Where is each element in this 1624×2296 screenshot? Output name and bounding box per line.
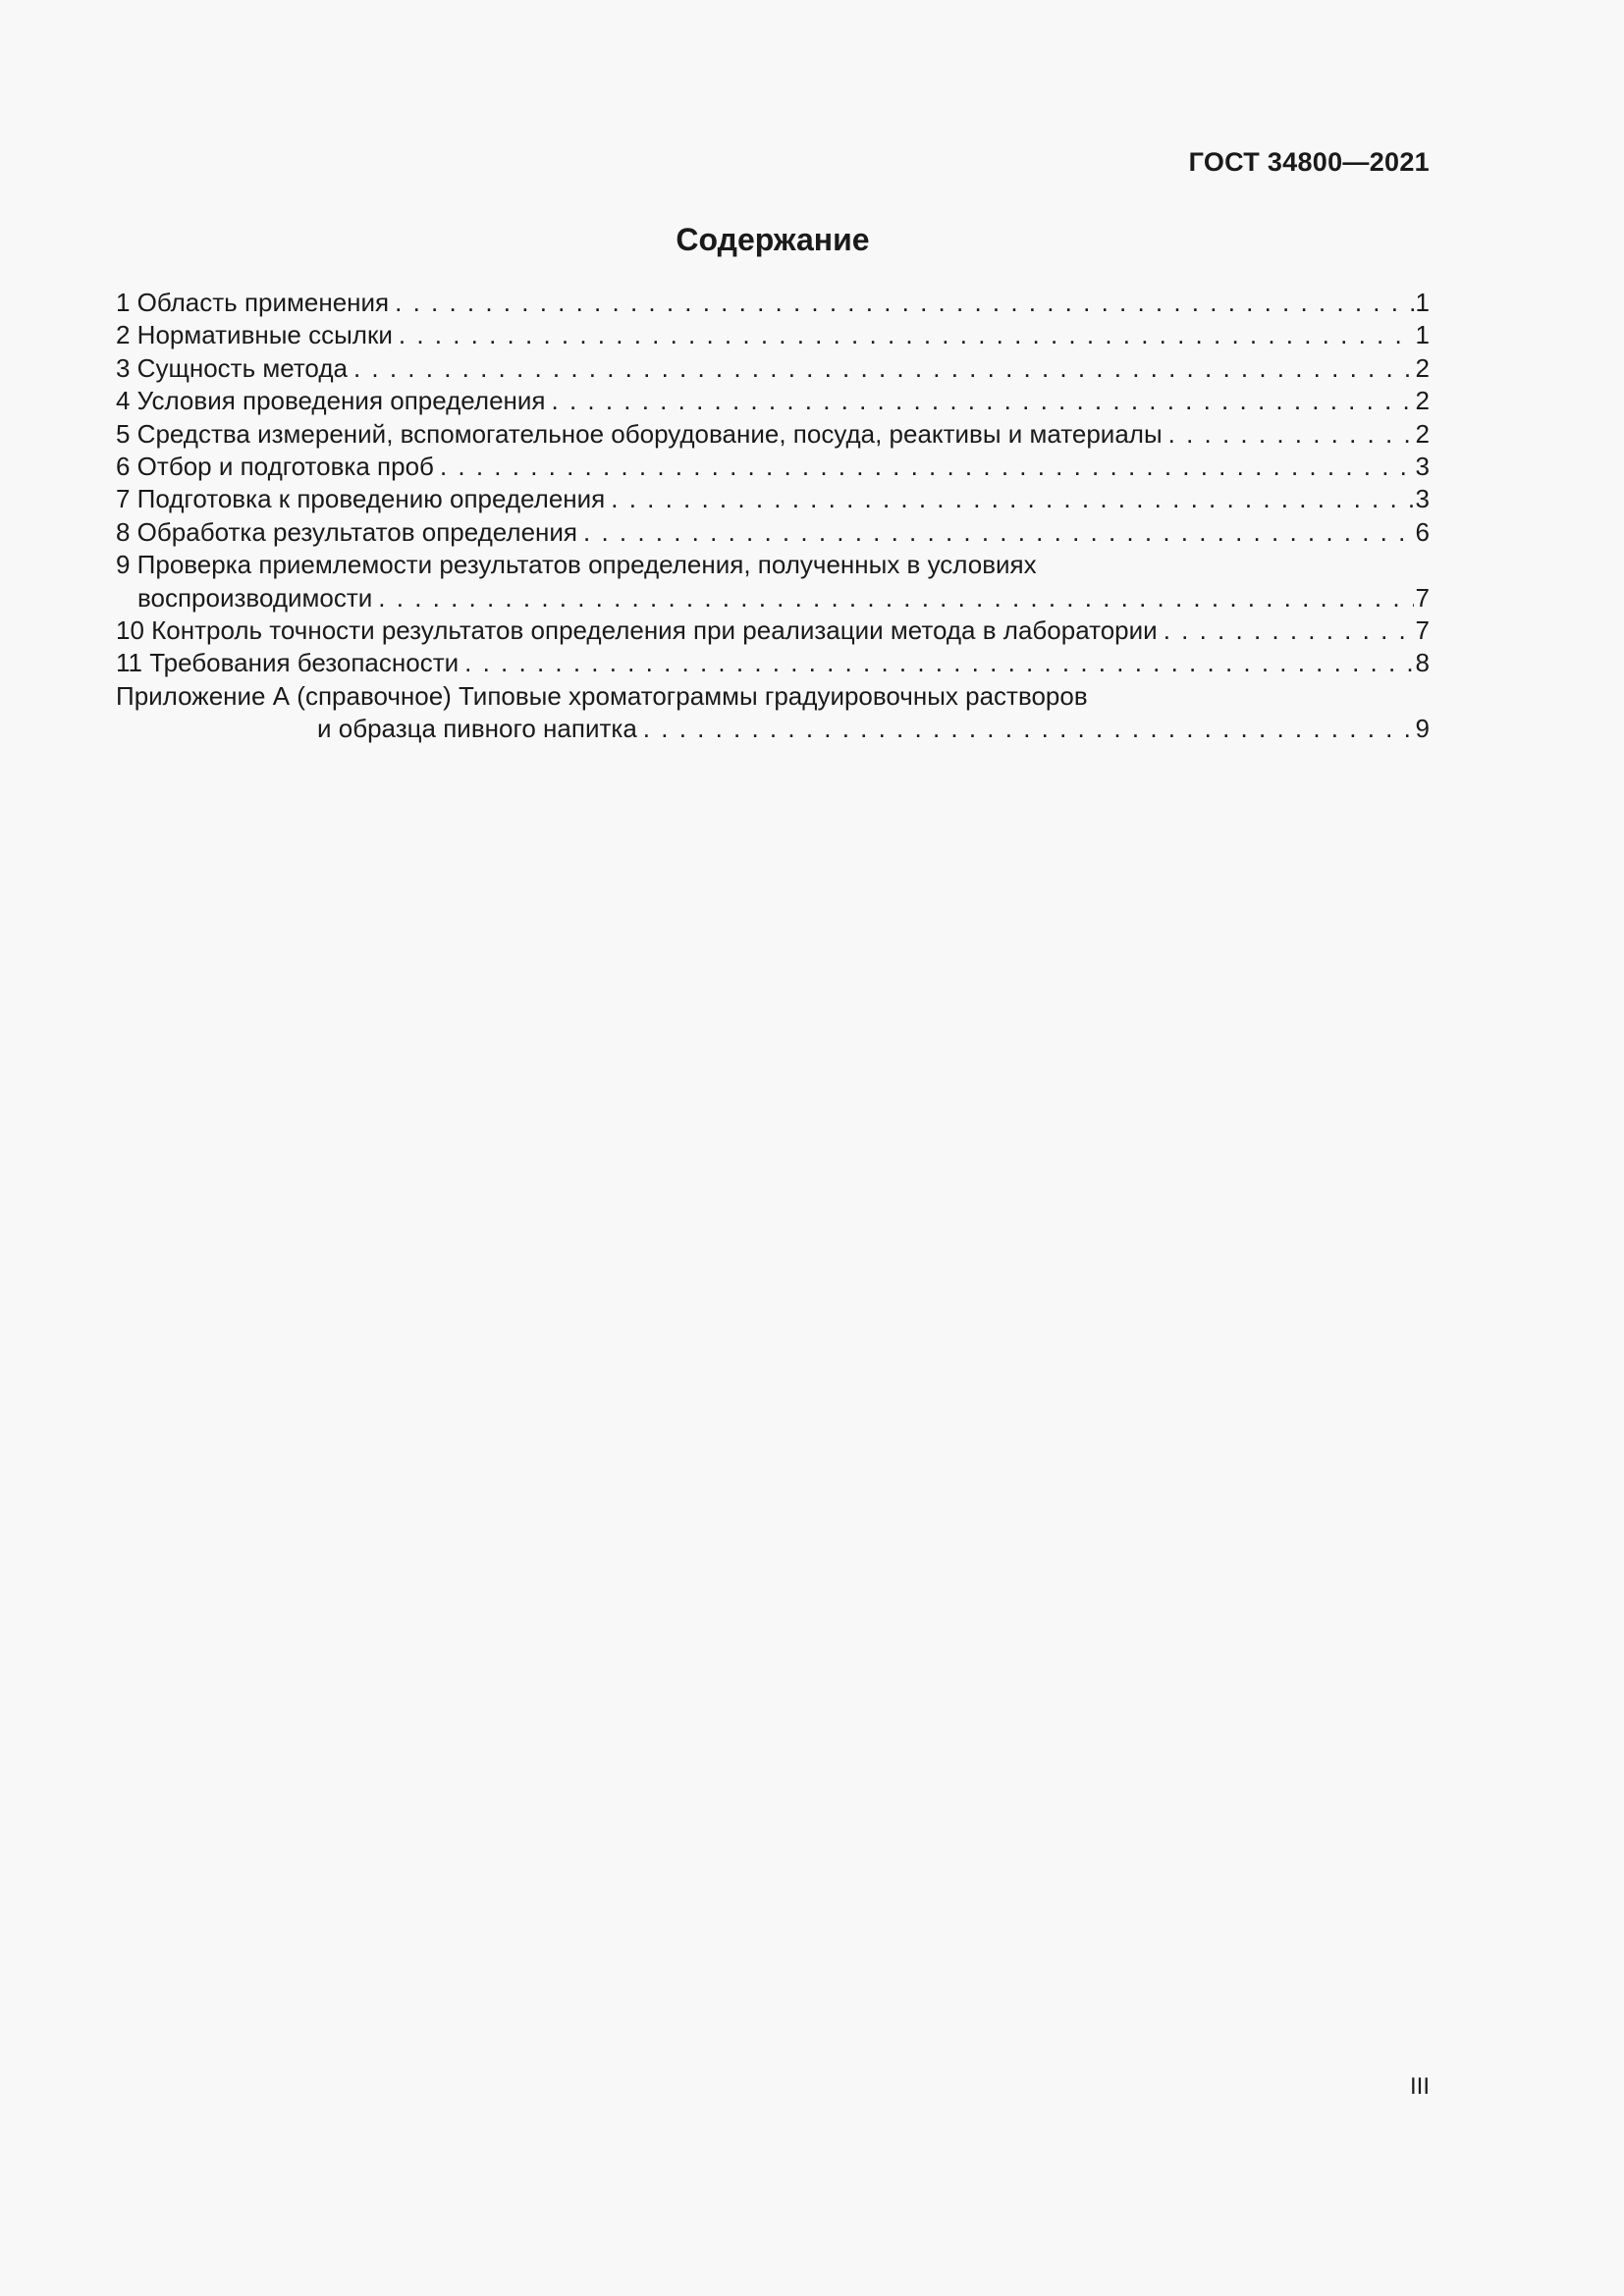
- toc-entry-page: 8: [1415, 648, 1430, 678]
- toc-entry-label: 8 Обработка результатов определения: [116, 516, 577, 547]
- toc-entry-page: 1: [1415, 320, 1430, 350]
- dot-leader: [643, 713, 1414, 745]
- toc-entry-label: 2 Нормативные ссылки: [116, 320, 393, 350]
- toc-entry-label: 11 Требования безопасности: [116, 648, 460, 678]
- toc-entry-label-continuation: воспроизводимости: [137, 582, 373, 613]
- toc-entry-page: 3: [1415, 484, 1430, 514]
- toc-entry-label: 3 Сущность метода: [116, 352, 348, 383]
- toc-entry-page: 3: [1415, 451, 1430, 481]
- toc-entry-2[interactable]: [116, 319, 1430, 351]
- dot-leader: [440, 451, 1414, 483]
- toc-entry-label: 1 Область применения: [116, 288, 390, 317]
- toc-entry-4[interactable]: [116, 385, 1430, 417]
- toc-entry-label-continuation: и образца пивного напитка: [317, 714, 637, 744]
- toc-entry-label: 10 Контроль точности результатов определения при реализации метода в лаборатории: [116, 614, 1158, 645]
- dot-leader: [353, 352, 1414, 385]
- dot-leader: [395, 287, 1413, 319]
- toc-entry-7[interactable]: [116, 483, 1430, 515]
- dot-leader: [611, 483, 1413, 515]
- dot-leader: [1168, 418, 1414, 451]
- table-of-contents: [116, 287, 1430, 745]
- toc-entry-3[interactable]: [116, 352, 1430, 385]
- dot-leader: [378, 582, 1413, 614]
- dot-leader: [464, 647, 1413, 679]
- toc-entry-11[interactable]: [116, 647, 1430, 679]
- toc-entry-page: 7: [1415, 582, 1430, 613]
- toc-entry-1[interactable]: [116, 287, 1430, 319]
- toc-entry-label: 4 Условия проведения определения: [116, 386, 546, 416]
- document-code: ГОСТ 34800—2021: [1188, 147, 1430, 177]
- toc-entry-page: 2: [1415, 386, 1430, 416]
- toc-entry-8[interactable]: [116, 516, 1430, 549]
- toc-entry-label: Приложение А (справочное) Типовые хроматограммы градуировочных растворов: [116, 680, 1088, 711]
- toc-title: Содержание: [676, 222, 870, 257]
- dot-leader: [583, 516, 1414, 549]
- toc-entry-label: 9 Проверка приемлемости результатов определения, полученных в условиях: [116, 550, 1037, 580]
- toc-entry-6[interactable]: [116, 451, 1430, 483]
- toc-entry-page: 7: [1415, 614, 1430, 645]
- dot-leader: [552, 385, 1414, 417]
- toc-entry-label: 7 Подготовка к проведению определения: [116, 484, 606, 514]
- toc-entry-appendix-a-line2[interactable]: [116, 713, 1430, 745]
- toc-entry-page: 6: [1415, 516, 1430, 547]
- toc-entry-5[interactable]: [116, 418, 1430, 451]
- dot-leader: [1164, 614, 1414, 647]
- toc-entry-9-line1[interactable]: [116, 549, 1430, 581]
- toc-entry-page: 9: [1415, 714, 1430, 744]
- dot-leader: [399, 319, 1414, 351]
- toc-entry-appendix-a-line1[interactable]: [116, 680, 1430, 713]
- toc-entry-page: 2: [1415, 352, 1430, 383]
- page-number: III: [1409, 2073, 1430, 2100]
- toc-entry-9-line2[interactable]: [116, 582, 1430, 614]
- toc-entry-page: 1: [1415, 288, 1430, 317]
- toc-entry-label: 6 Отбор и подготовка проб: [116, 451, 434, 481]
- toc-entry-label: 5 Средства измерений, вспомогательное оборудование, посуда, реактивы и материалы: [116, 418, 1163, 449]
- toc-entry-10[interactable]: [116, 614, 1430, 647]
- toc-entry-page: 2: [1415, 418, 1430, 449]
